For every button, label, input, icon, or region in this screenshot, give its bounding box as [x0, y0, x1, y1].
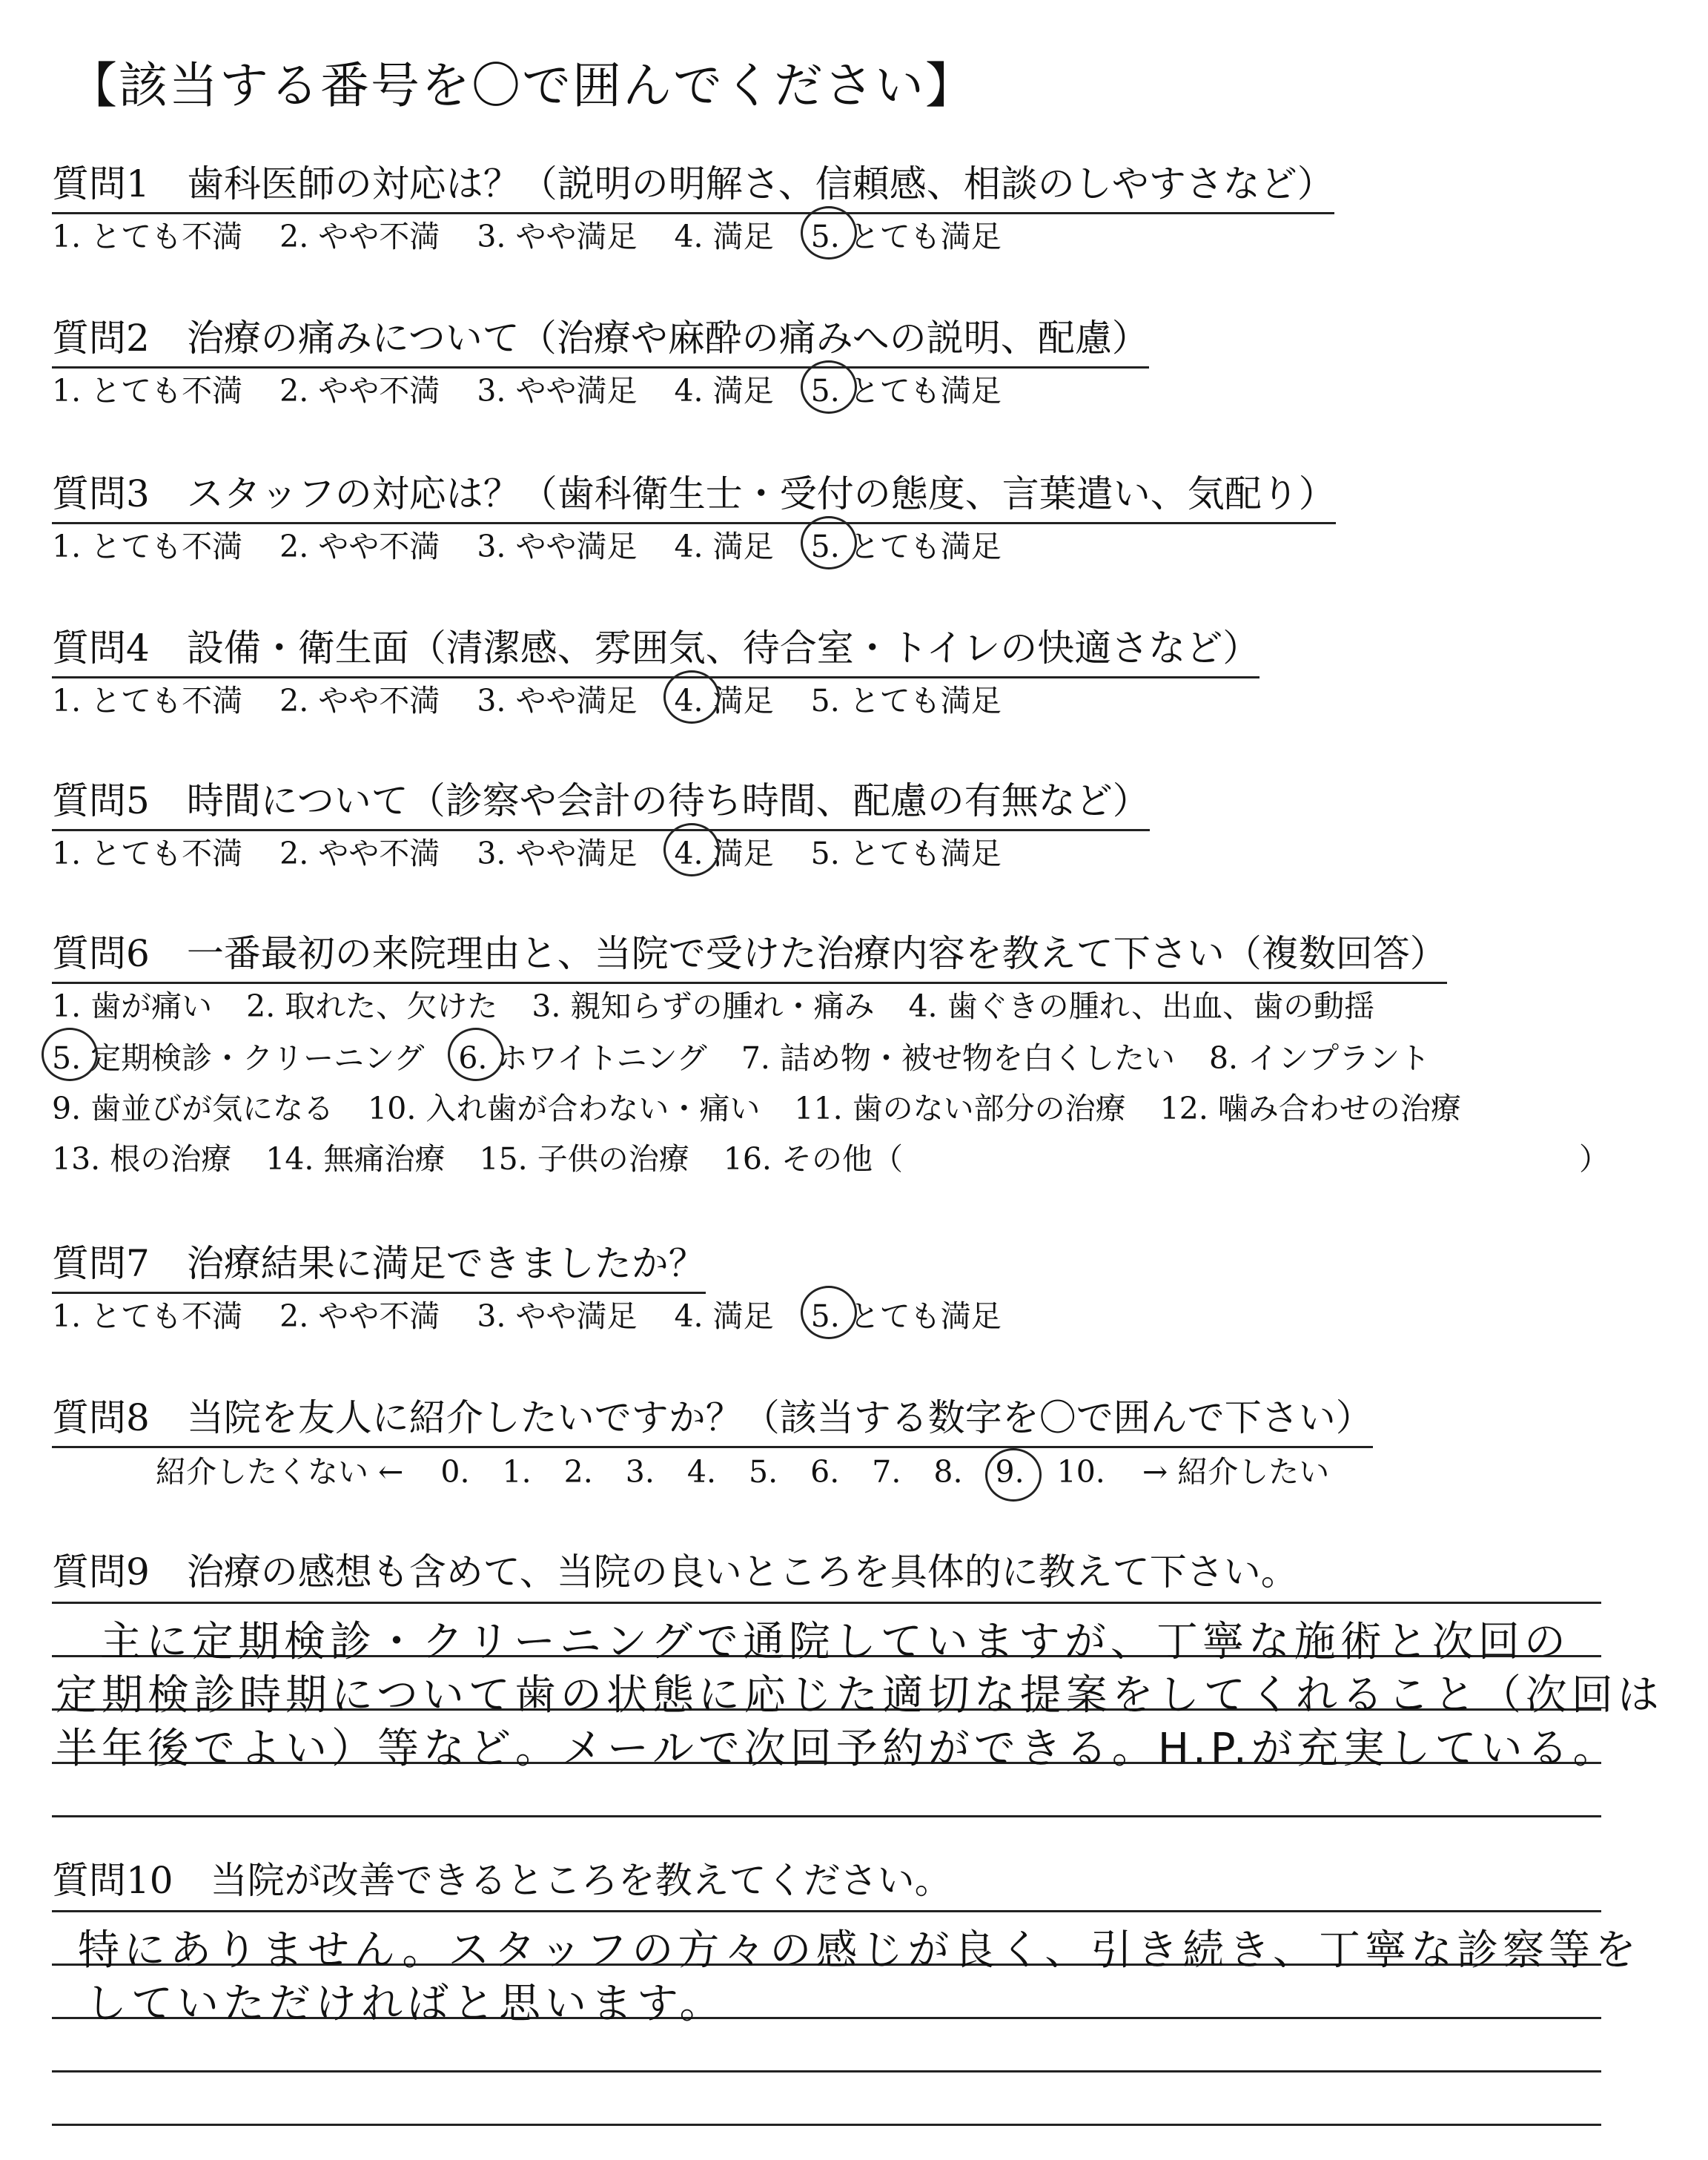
q8-option-9[interactable]	[996, 1454, 1025, 1490]
q4-option-1[interactable]: 1. とても不満	[52, 683, 243, 719]
q6-option-4[interactable]: 4. 歯ぐきの腫れ、出血、歯の動揺	[908, 988, 1375, 1024]
question-3-text: スタッフの対応は？（歯科衛生士・受付の態度、言葉遣い、気配り）	[186, 472, 1336, 515]
question-2-title	[52, 308, 1149, 369]
q4-option-5[interactable]: 5. とても満足	[810, 683, 1002, 719]
q6-option-10[interactable]: 10. 入れ歯が合わない・痛い	[368, 1091, 761, 1126]
q9-answer-line-3: 半年後でよい）等など。メールで次回予約ができる。H.P.が充実している。	[56, 1725, 1619, 1773]
q8-option-0[interactable]: 0.	[440, 1454, 470, 1490]
q6-other-close-paren: ）	[1579, 1141, 1609, 1177]
question-2-text: 治療の痛みについて（治療や麻酔の痛みへの説明、配慮）	[186, 317, 1149, 360]
q8-option-1[interactable]: 1.	[502, 1454, 532, 1490]
question-1-number: 質問1	[52, 162, 150, 205]
q1-option-2[interactable]: 2. やや不満	[279, 219, 440, 254]
q2-option-5-label: 5. とても満足	[810, 373, 1002, 409]
q8-option-6[interactable]: 6.	[810, 1454, 840, 1490]
answer-line	[52, 1910, 1601, 1912]
q6-option-1[interactable]: 1. 歯が痛い	[52, 988, 213, 1024]
question-3-title	[52, 464, 1336, 524]
q1-option-5-label: 5. とても満足	[810, 219, 1002, 254]
selection-circle	[985, 1448, 1042, 1502]
q8-option-8[interactable]: 8.	[933, 1454, 963, 1490]
answer-line	[52, 2070, 1601, 2073]
selection-circle	[801, 360, 857, 414]
question-4-options	[52, 676, 1002, 720]
q7-option-3[interactable]: 3. やや満足	[477, 1298, 638, 1334]
q6-option-16[interactable]: 16. その他（	[723, 1141, 903, 1177]
q1-option-3[interactable]: 3. やや満足	[477, 219, 638, 254]
question-8-text: 当院を友人に紹介したいですか？（該当する数字を〇で囲んで下さい）	[186, 1396, 1373, 1439]
q8-option-5[interactable]: 5.	[749, 1454, 778, 1490]
answer-line	[52, 2124, 1601, 2126]
q8-option-9-label: 9.	[995, 1454, 1025, 1490]
question-3-number: 質問3	[52, 472, 150, 515]
question-2-options	[52, 366, 1002, 410]
q7-option-5-label: 5. とても満足	[810, 1298, 1002, 1334]
question-7-text: 治療結果に満足できましたか？	[186, 1242, 706, 1285]
q6-option-5-label: 5. 定期検診・クリーニング	[52, 1040, 425, 1076]
question-5-options	[52, 829, 1002, 873]
question-8-scale	[156, 1447, 1329, 1491]
question-4-text: 設備・衛生面（清潔感、雰囲気、待合室・トイレの快適さなど）	[186, 627, 1260, 670]
q6-option-13[interactable]: 13. 根の治療	[52, 1141, 232, 1177]
q5-option-3[interactable]: 3. やや満足	[477, 836, 638, 871]
question-2-number: 質問2	[52, 317, 150, 360]
q3-option-5[interactable]	[811, 522, 1002, 566]
question-1-title	[52, 154, 1334, 214]
q10-answer-line-2: していただければと思います。	[85, 1980, 726, 2028]
q5-option-5[interactable]: 5. とても満足	[810, 836, 1002, 871]
question-9-number: 質問9	[52, 1550, 150, 1593]
q5-option-4[interactable]	[674, 829, 773, 873]
q10-answer-line-1: 特にありません。スタッフの方々の感じが良く、引き続き、丁寧な診察等を	[78, 1926, 1641, 1975]
q6-option-6[interactable]	[458, 1034, 706, 1077]
q3-option-2[interactable]: 2. やや不満	[279, 529, 440, 564]
q6-option-11[interactable]: 11. 歯のない部分の治療	[794, 1091, 1126, 1126]
question-9-text: 治療の感想も含めて、当院の良いところを具体的に教えて下さい。	[186, 1550, 1298, 1593]
q1-option-4[interactable]: 4. 満足	[674, 219, 774, 254]
q7-option-1[interactable]: 1. とても不満	[52, 1298, 243, 1334]
question-10-text: 当院が改善できるところを教えてください。	[210, 1859, 952, 1902]
answer-line	[52, 1602, 1601, 1604]
q5-option-2[interactable]: 2. やや不満	[279, 836, 440, 871]
q3-option-1[interactable]: 1. とても不満	[52, 529, 243, 564]
q6-option-14[interactable]: 14. 無痛治療	[265, 1141, 446, 1177]
selection-circle	[448, 1028, 504, 1081]
q7-option-2[interactable]: 2. やや不満	[279, 1298, 440, 1334]
q6-option-6-label: 6. ホワイトニング	[458, 1040, 707, 1076]
question-6-options-row-2	[52, 1034, 1430, 1077]
question-7-number: 質問7	[52, 1242, 150, 1285]
question-8-number: 質問8	[52, 1396, 150, 1439]
q6-option-12[interactable]: 12. 噛み合わせの治療	[1159, 1091, 1461, 1126]
q2-option-4[interactable]: 4. 満足	[674, 373, 774, 409]
question-1-options	[52, 212, 1002, 256]
question-7-options	[52, 1292, 1002, 1335]
q9-answer-line-1: 主に定期検診・クリーニングで通院していますが、丁寧な施術と次回の	[100, 1618, 1570, 1666]
question-3-options	[52, 522, 1002, 566]
q6-option-8[interactable]: 8. インプラント	[1208, 1040, 1431, 1076]
q1-option-1[interactable]: 1. とても不満	[52, 219, 243, 254]
q7-option-5[interactable]	[811, 1292, 1002, 1335]
q9-answer-line-2: 定期検診時期について歯の状態に応じた適切な提案をしてくれること（次回は	[56, 1671, 1664, 1720]
selection-circle	[801, 516, 857, 569]
q8-option-2[interactable]: 2.	[563, 1454, 593, 1490]
q4-option-4-label: 4. 満足	[674, 683, 774, 719]
question-4-number: 質問4	[52, 627, 150, 670]
q4-option-3[interactable]: 3. やや満足	[477, 683, 638, 719]
question-6-options-row-1	[52, 982, 1374, 1025]
question-4-title	[52, 618, 1260, 678]
question-10-number: 質問10	[52, 1859, 173, 1902]
q5-option-1[interactable]: 1. とても不満	[52, 836, 243, 871]
q8-left-label: 紹介したくない ←	[156, 1454, 404, 1490]
selection-circle	[663, 823, 720, 876]
question-9-title	[52, 1542, 1298, 1600]
selection-circle	[42, 1028, 98, 1081]
q8-right-label: → 紹介したい	[1142, 1454, 1330, 1490]
q6-option-15[interactable]: 15. 子供の治療	[479, 1141, 689, 1177]
q3-option-4[interactable]: 4. 満足	[674, 529, 774, 564]
q6-option-2[interactable]: 2. 取れた、欠けた	[246, 988, 498, 1024]
q1-option-5[interactable]	[811, 212, 1002, 256]
question-7-title	[52, 1234, 706, 1294]
q6-option-9[interactable]: 9. 歯並びが気になる	[52, 1091, 334, 1126]
question-6-options-row-3	[52, 1084, 1461, 1128]
q2-option-2[interactable]: 2. やや不満	[279, 373, 440, 409]
q4-option-4[interactable]	[674, 676, 773, 720]
survey-header: 【該当する番号を〇で囲んでください】	[68, 57, 976, 114]
question-5-number: 質問5	[52, 779, 150, 822]
q6-option-5[interactable]	[52, 1034, 424, 1077]
q6-option-7[interactable]: 7. 詰め物・被せ物を白くしたい	[741, 1040, 1175, 1076]
question-6-title	[52, 924, 1447, 984]
question-6-options-row-4	[52, 1135, 903, 1178]
q8-option-7[interactable]: 7.	[872, 1454, 901, 1490]
selection-circle	[663, 670, 720, 724]
question-5-text: 時間について（診察や会計の待ち時間、配慮の有無など）	[186, 779, 1150, 822]
question-1-text: 歯科医師の対応は？（説明の明解さ、信頼感、相談のしやすさなど）	[186, 162, 1334, 205]
answer-line	[52, 1815, 1601, 1817]
q8-option-10[interactable]: 10.	[1056, 1454, 1105, 1490]
q4-option-2[interactable]: 2. やや不満	[279, 683, 440, 719]
q2-option-5[interactable]	[811, 366, 1002, 410]
question-8-title	[52, 1388, 1373, 1448]
q7-option-4[interactable]: 4. 満足	[674, 1298, 774, 1334]
q3-option-3[interactable]: 3. やや満足	[477, 529, 638, 564]
q6-option-3[interactable]: 3. 親知らずの腫れ・痛み	[532, 988, 875, 1024]
q3-option-5-label: 5. とても満足	[810, 529, 1002, 564]
question-5-title	[52, 771, 1150, 831]
question-6-text: 一番最初の来院理由と、当院で受けた治療内容を教えて下さい（複数回答）	[186, 932, 1447, 975]
q8-option-4[interactable]: 4.	[686, 1454, 717, 1490]
selection-circle	[801, 206, 857, 260]
question-10-title	[52, 1851, 952, 1909]
q2-option-1[interactable]: 1. とても不満	[52, 373, 243, 409]
q8-option-3[interactable]: 3.	[625, 1454, 655, 1490]
q2-option-3[interactable]: 3. やや満足	[477, 373, 638, 409]
q5-option-4-label: 4. 満足	[674, 836, 774, 871]
question-6-number: 質問6	[52, 932, 150, 975]
selection-circle	[801, 1286, 857, 1339]
